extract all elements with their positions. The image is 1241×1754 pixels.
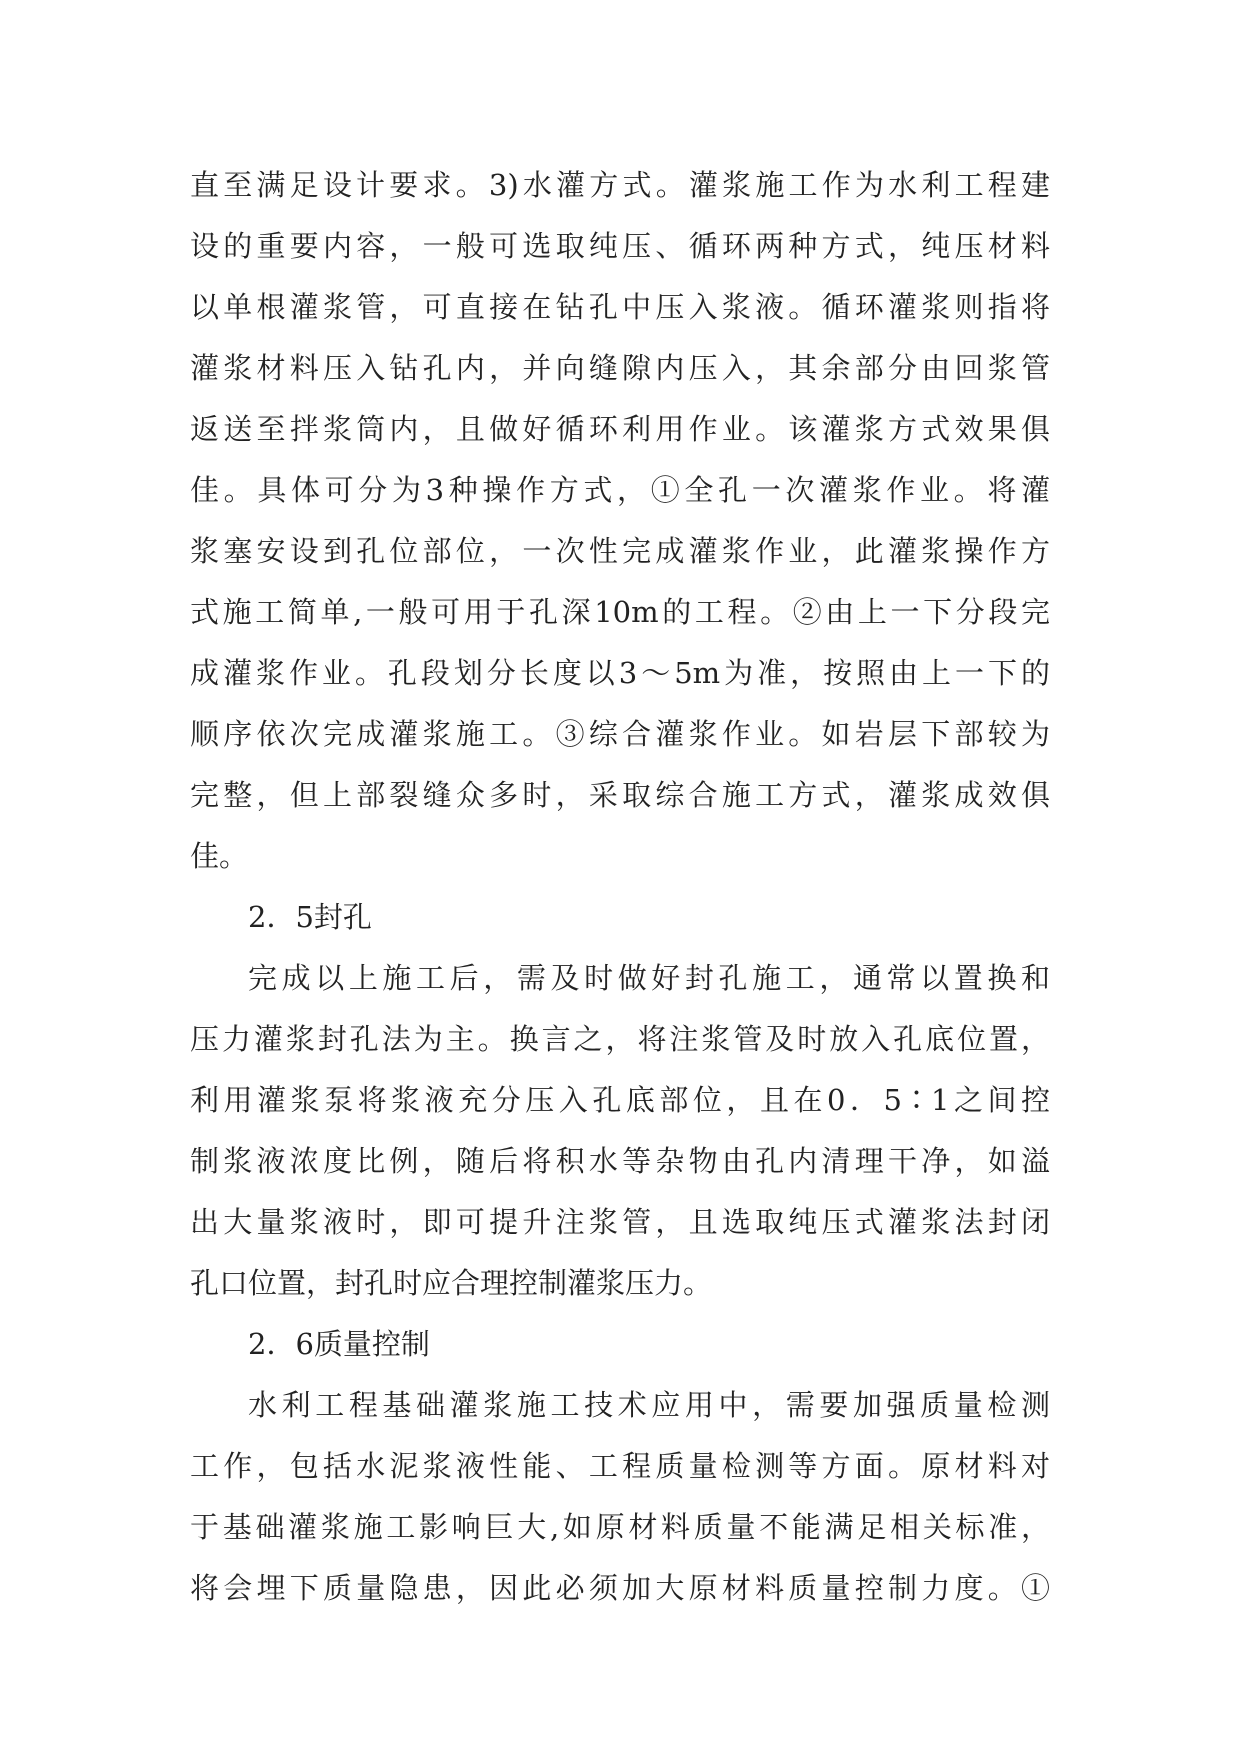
paragraph-quality-control (190, 1375, 1050, 1619)
text-line: 利用灌浆泵将浆液充分压入孔底部位，且在0．5∶1之间控 (190, 1083, 1050, 1117)
text-line: 灌浆材料压入钻孔内，并向缝隙内压入，其余部分由回浆管 (190, 351, 1050, 385)
text-line: 设的重要内容，一般可选取纯压、循环两种方式，纯压材料 (190, 229, 1050, 263)
text-line: 工作，包括水泥浆液性能、工程质量检测等方面。原材料对 (190, 1449, 1050, 1483)
text-line: 出大量浆液时，即可提升注浆管，且选取纯压式灌浆法封闭 (190, 1205, 1050, 1239)
paragraph-grouting-methods (190, 155, 1050, 887)
text-line: 以单根灌浆管，可直接在钻孔中压入浆液。循环灌浆则指将 (190, 290, 1050, 324)
text-line: 水利工程基础灌浆施工技术应用中，需要加强质量检测 (248, 1388, 1050, 1422)
text-line: 将会埋下质量隐患，因此必须加大原材料质量控制力度。① (190, 1571, 1050, 1605)
text-line: 顺序依次完成灌浆施工。③综合灌浆作业。如岩层下部较为 (190, 717, 1050, 751)
text-line: 孔口位置，封孔时应合理控制灌浆压力。 (190, 1266, 713, 1300)
document-body (190, 155, 1050, 1619)
text-line: 返送至拌浆筒内，且做好循环利用作业。该灌浆方式效果俱 (190, 412, 1050, 446)
section-heading-sealing: 2．5封孔 (248, 900, 372, 934)
text-line: 佳。 (190, 839, 249, 873)
text-line: 完成以上施工后，需及时做好封孔施工，通常以置换和 (248, 961, 1050, 995)
text-line: 完整，但上部裂缝众多时，采取综合施工方式，灌浆成效俱 (190, 778, 1050, 812)
text-line: 成灌浆作业。孔段划分长度以3～5m为准，按照由上一下的 (190, 656, 1050, 690)
text-line: 浆塞安设到孔位部位，一次性完成灌浆作业，此灌浆操作方 (190, 534, 1050, 568)
paragraph-hole-sealing (190, 948, 1050, 1314)
text-line: 式施工简单,一般可用于孔深10m的工程。②由上一下分段完 (190, 595, 1050, 629)
text-line: 制浆液浓度比例，随后将积水等杂物由孔内清理干净，如溢 (190, 1144, 1050, 1178)
text-line: 佳。具体可分为3种操作方式，①全孔一次灌浆作业。将灌 (190, 473, 1050, 507)
text-line: 直至满足设计要求。3)水灌方式。灌浆施工作为水利工程建 (190, 168, 1050, 202)
section-heading-quality-control: 2．6质量控制 (248, 1327, 430, 1361)
text-line: 于基础灌浆施工影响巨大,如原材料质量不能满足相关标准， (190, 1510, 1050, 1544)
text-line: 压力灌浆封孔法为主。换言之，将注浆管及时放入孔底位置， (190, 1022, 1050, 1056)
